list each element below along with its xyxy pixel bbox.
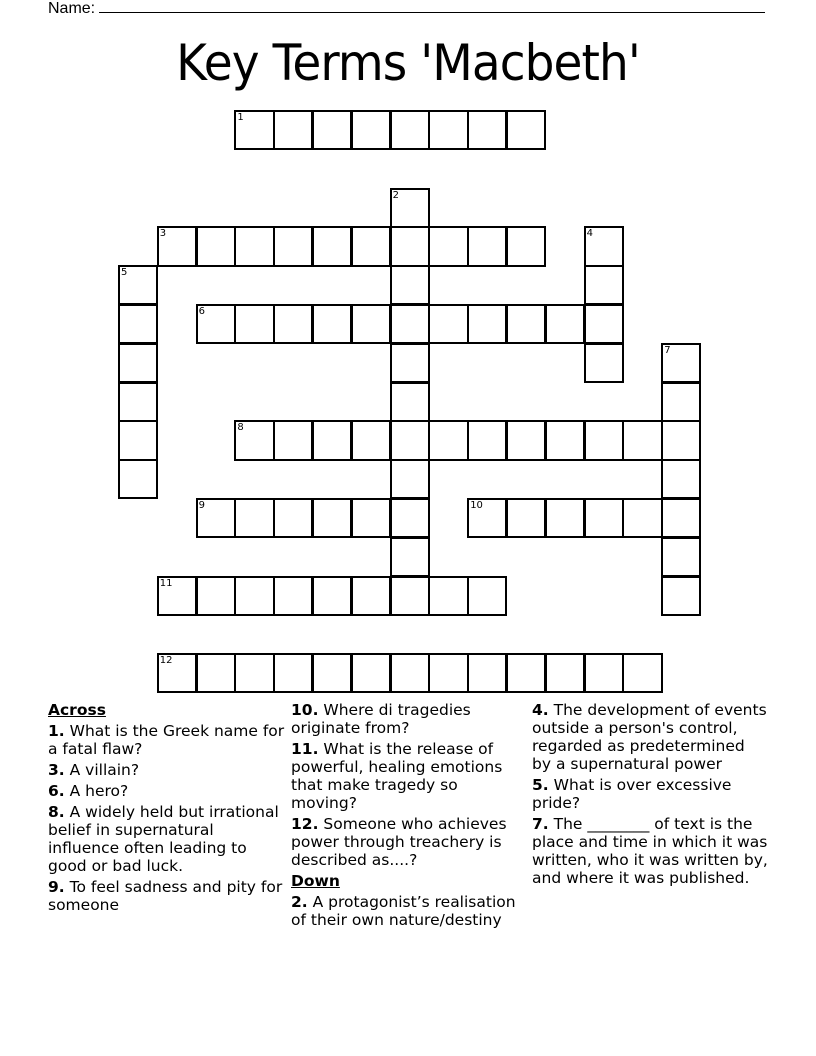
crossword-cell[interactable] bbox=[273, 226, 313, 266]
clue-down-7: 7. The ________ of text is the place and time in which it was written, who it was written by, and where it was published. bbox=[532, 815, 768, 887]
crossword-cell[interactable] bbox=[467, 498, 507, 538]
clue-number: 8 bbox=[237, 422, 244, 434]
crossword-cell[interactable] bbox=[545, 653, 585, 693]
crossword-cell[interactable] bbox=[234, 110, 274, 150]
clue-across-6: 6. A hero? bbox=[48, 782, 129, 800]
crossword-cell[interactable] bbox=[351, 226, 391, 266]
crossword-cell[interactable] bbox=[467, 304, 507, 344]
clue-number: 9 bbox=[198, 500, 205, 511]
across-heading: Across bbox=[48, 701, 106, 719]
crossword-cell[interactable] bbox=[390, 304, 430, 344]
crossword-cell[interactable] bbox=[390, 653, 430, 693]
crossword-cell[interactable] bbox=[196, 498, 236, 538]
crossword-cell[interactable] bbox=[506, 653, 546, 693]
crossword-cell[interactable] bbox=[390, 576, 430, 616]
down-heading: Down bbox=[291, 872, 340, 890]
crossword-cell[interactable] bbox=[584, 498, 624, 538]
crossword-cell[interactable] bbox=[390, 459, 430, 499]
crossword-cell[interactable] bbox=[506, 304, 546, 344]
page-title: Key Terms 'Macbeth' bbox=[176, 34, 640, 92]
crossword-cell[interactable] bbox=[312, 304, 352, 344]
crossword-cell[interactable] bbox=[390, 226, 430, 266]
clue-down-5: 5. What is over excessive pride? bbox=[532, 776, 732, 812]
crossword-cell[interactable] bbox=[467, 420, 507, 460]
clue-number: 4 bbox=[586, 228, 593, 240]
crossword-cell[interactable] bbox=[351, 304, 391, 344]
crossword-cell[interactable] bbox=[157, 653, 197, 693]
crossword-cell[interactable] bbox=[545, 304, 585, 344]
crossword-cell[interactable] bbox=[390, 537, 430, 577]
crossword-cell[interactable] bbox=[584, 343, 624, 383]
crossword-cell[interactable] bbox=[118, 420, 158, 460]
crossword-cell[interactable] bbox=[390, 188, 430, 228]
crossword-cell[interactable] bbox=[467, 226, 507, 266]
crossword-cell[interactable] bbox=[234, 420, 274, 460]
clue-down-4: 4. The development of events outside a person's control, regarded as predetermined by a supernatural power bbox=[532, 701, 767, 773]
crossword-cell[interactable] bbox=[467, 576, 507, 616]
crossword-cell[interactable] bbox=[428, 420, 468, 460]
crossword-cell[interactable] bbox=[273, 304, 313, 344]
crossword-cell[interactable] bbox=[390, 343, 430, 383]
crossword-cell[interactable] bbox=[273, 420, 313, 460]
clue-number: 11 bbox=[159, 577, 173, 589]
crossword-cell[interactable] bbox=[118, 459, 158, 499]
crossword-cell[interactable] bbox=[157, 226, 197, 266]
crossword-cell[interactable] bbox=[390, 110, 430, 150]
crossword-cell[interactable] bbox=[351, 420, 391, 460]
crossword-cell[interactable] bbox=[506, 226, 546, 266]
crossword-cell[interactable] bbox=[661, 576, 701, 616]
clue-number: 1 bbox=[237, 112, 244, 123]
clue-across-11: 11. What is the release of powerful, healing emotions that make tragedy so moving? bbox=[291, 740, 503, 812]
crossword-cell[interactable] bbox=[545, 420, 585, 460]
crossword-cell[interactable] bbox=[351, 498, 391, 538]
crossword-cell[interactable] bbox=[234, 226, 274, 266]
crossword-cell[interactable] bbox=[428, 226, 468, 266]
crossword-cell[interactable] bbox=[584, 653, 624, 693]
crossword-cell[interactable] bbox=[428, 576, 468, 616]
crossword-cell[interactable] bbox=[351, 110, 391, 150]
name-label: Name: bbox=[48, 0, 96, 17]
clue-across-3: 3. A villain? bbox=[48, 761, 140, 779]
crossword-cell[interactable] bbox=[390, 420, 430, 460]
clues-column-2 bbox=[291, 701, 527, 932]
crossword-cell[interactable] bbox=[661, 382, 701, 422]
crossword-cell[interactable] bbox=[118, 343, 158, 383]
crossword-cell[interactable] bbox=[234, 653, 274, 693]
crossword-cell[interactable] bbox=[312, 226, 352, 266]
crossword-cell[interactable] bbox=[506, 420, 546, 460]
crossword-cell[interactable] bbox=[312, 498, 352, 538]
crossword-cell[interactable] bbox=[196, 304, 236, 344]
crossword-cell[interactable] bbox=[234, 304, 274, 344]
crossword-cell[interactable] bbox=[428, 110, 468, 150]
crossword-cell[interactable] bbox=[196, 653, 236, 693]
clue-number: 7 bbox=[664, 344, 671, 356]
crossword-cell[interactable] bbox=[312, 110, 352, 150]
crossword-cell[interactable] bbox=[622, 653, 662, 693]
clue-down-2: 2. A protagonist’s realisation of their own nature/destiny bbox=[291, 893, 516, 929]
crossword-cell[interactable] bbox=[622, 498, 662, 538]
clue-across-10: 10. Where di tragedies originate from? bbox=[291, 701, 471, 737]
clues-column-3 bbox=[532, 701, 768, 890]
clue-number: 6 bbox=[198, 306, 205, 317]
crossword-cell[interactable] bbox=[661, 459, 701, 499]
crossword-cell[interactable] bbox=[584, 304, 624, 344]
crossword-cell[interactable] bbox=[428, 653, 468, 693]
crossword-cell[interactable] bbox=[390, 498, 430, 538]
clue-across-1: 1. What is the Greek name for a fatal flaw? bbox=[48, 722, 285, 758]
crossword-cell[interactable] bbox=[545, 498, 585, 538]
crossword-cell[interactable] bbox=[118, 382, 158, 422]
crossword-cell[interactable] bbox=[584, 420, 624, 460]
crossword-cell[interactable] bbox=[390, 265, 430, 305]
crossword-cell[interactable] bbox=[661, 343, 701, 383]
crossword-cell[interactable] bbox=[273, 498, 313, 538]
crossword-cell[interactable] bbox=[661, 498, 701, 538]
crossword-cell[interactable] bbox=[312, 420, 352, 460]
clue-number: 3 bbox=[159, 228, 167, 240]
crossword-cell[interactable] bbox=[661, 537, 701, 577]
crossword-cell[interactable] bbox=[234, 576, 274, 616]
clue-number: 12 bbox=[159, 655, 173, 667]
crossword-cell[interactable] bbox=[622, 420, 662, 460]
crossword-cell[interactable] bbox=[428, 304, 468, 344]
crossword-cell[interactable] bbox=[506, 498, 546, 538]
crossword-cell[interactable] bbox=[584, 226, 624, 266]
clue-across-8: 8. A widely held but irrational belief in supernatural influence often leading to good or bad luck. bbox=[48, 803, 279, 875]
crossword-cell[interactable] bbox=[196, 576, 236, 616]
crossword-cell[interactable] bbox=[390, 382, 430, 422]
clue-number: 10 bbox=[470, 500, 483, 511]
crossword-cell[interactable] bbox=[118, 304, 158, 344]
crossword-cell[interactable] bbox=[312, 576, 352, 616]
clue-number: 5 bbox=[121, 267, 128, 279]
crossword-cell[interactable] bbox=[661, 420, 701, 460]
crossword-cell[interactable] bbox=[351, 576, 391, 616]
clue-across-9: 9. To feel sadness and pity for someone bbox=[48, 878, 283, 914]
crossword-cell[interactable] bbox=[273, 653, 313, 693]
crossword-cell[interactable] bbox=[467, 110, 507, 150]
crossword-cell[interactable] bbox=[312, 653, 352, 693]
crossword-cell[interactable] bbox=[273, 110, 313, 150]
crossword-cell[interactable] bbox=[118, 265, 158, 305]
clue-number: 2 bbox=[392, 189, 399, 201]
crossword-cell[interactable] bbox=[467, 653, 507, 693]
crossword-cell[interactable] bbox=[584, 265, 624, 305]
crossword-cell[interactable] bbox=[196, 226, 236, 266]
crossword-cell[interactable] bbox=[506, 110, 546, 150]
crossword-cell[interactable] bbox=[273, 576, 313, 616]
crossword-cell[interactable] bbox=[351, 653, 391, 693]
crossword-cell[interactable] bbox=[234, 498, 274, 538]
clue-across-12: 12. Someone who achieves power through treachery is described as....? bbox=[291, 815, 507, 869]
crossword-cell[interactable] bbox=[157, 576, 197, 616]
clues-column-1 bbox=[48, 701, 288, 917]
